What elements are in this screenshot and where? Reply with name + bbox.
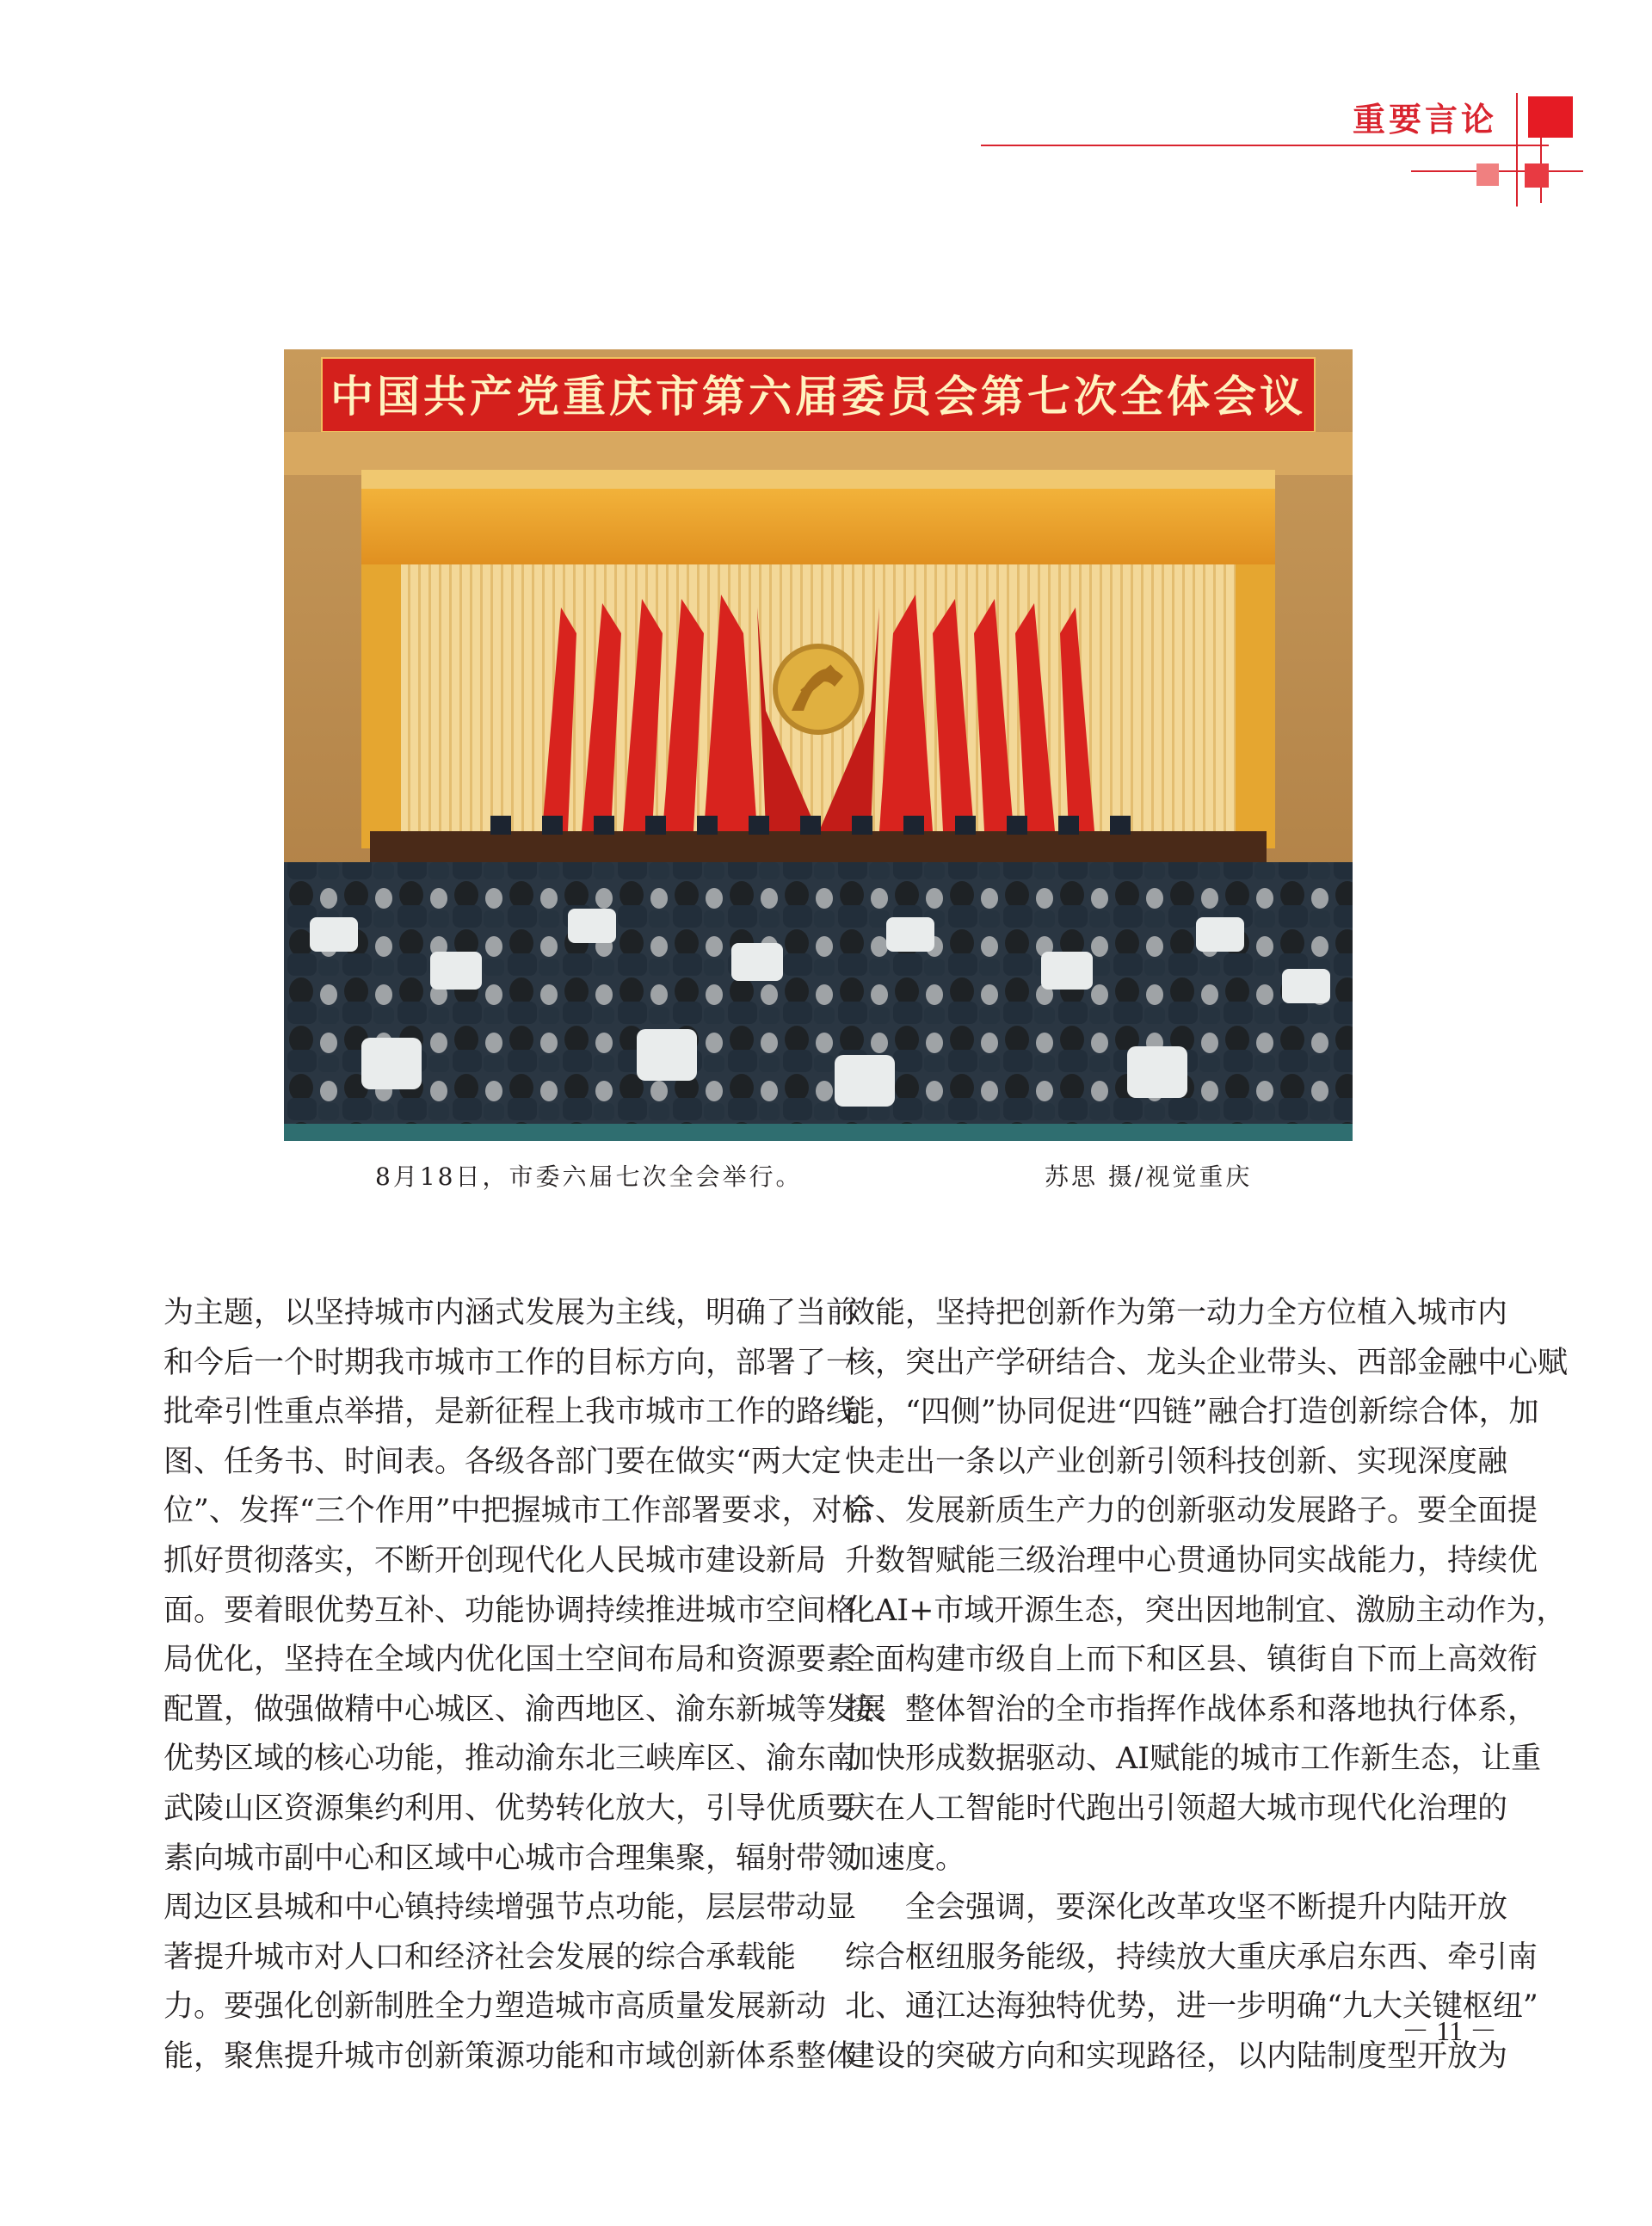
text-line: 加快形成数据驱动、AI赋能的城市工作新生态，让重: [845, 1742, 1542, 1777]
text-line: 能，聚焦提升城市创新策源功能和市域创新体系整体: [163, 2038, 857, 2074]
header-rule: [981, 145, 1549, 146]
text-line: 接、整体智治的全市指挥作战体系和落地执行体系，: [845, 1692, 1538, 1727]
text-line: 北、通江达海独特优势，进一步明确“九大关键枢纽”: [845, 1989, 1538, 2025]
text-line: 力。要强化创新制胜全力塑造城市高质量发展新动: [163, 1989, 827, 2025]
text-line: 化AI+市域开源生态，突出因地制宜、激励主动作为，: [845, 1593, 1567, 1628]
header-red-small-square: [1525, 163, 1549, 188]
text-line: 优势区域的核心功能，推动渝东北三峡库区、渝东南: [163, 1742, 857, 1777]
text-line: 升数智赋能三级治理中心贯通协同实战能力，持续优: [845, 1543, 1538, 1578]
text-line: 配置，做强做精中心城区、渝西地区、渝东新城等发展: [163, 1692, 887, 1727]
text-line: 局优化，坚持在全域内优化国土空间布局和资源要素: [163, 1643, 857, 1678]
text-line: 加速度。: [845, 1841, 966, 1876]
text-line: 建设的突破方向和实现路径，以内陆制度型开放为: [845, 2038, 1508, 2074]
text-line: 位”、发挥“三个作用”中把握城市工作部署要求，对标: [163, 1494, 872, 1529]
text-line: 抓好贯彻落实，不断开创现代化人民城市建设新局: [163, 1543, 827, 1578]
meeting-photo: [284, 349, 1353, 1141]
text-line: 著提升城市对人口和经济社会发展的综合承载能: [163, 1939, 797, 1975]
text-line: 能，“四侧”协同促进“四链”融合打造创新综合体，加: [845, 1395, 1539, 1430]
header-red-square: [1528, 96, 1573, 138]
header-vertical-rule: [1516, 93, 1518, 207]
photo-caption: 8月18日，市委六届七次全会举行。: [375, 1162, 803, 1191]
header-pink-square: [1476, 163, 1499, 186]
photo-credit: 苏思 摄/视觉重庆: [1045, 1162, 1253, 1191]
text-line: 和今后一个时期我市城市工作的目标方向，部署了一: [163, 1345, 857, 1380]
text-line: 全面构建市级自上而下和区县、镇街自下而上高效衔: [845, 1643, 1538, 1678]
text-line: 效能，坚持把创新作为第一动力全方位植入城市内: [845, 1296, 1508, 1330]
text-line: 核，突出产学研结合、龙头企业带头、西部金融中心赋: [845, 1345, 1569, 1380]
body-column-left: [163, 1289, 887, 2082]
meeting-banner-text: 中国共产党重庆市第六届委员会第七次全体会议: [330, 371, 1306, 422]
text-line: 庆在人工智能时代跑出引领超大城市现代化治理的: [845, 1791, 1508, 1826]
text-line: 图、任务书、时间表。各级各部门要在做实“两大定: [163, 1444, 841, 1479]
text-line: 为主题，以坚持城市内涵式发展为主线，明确了当前: [163, 1296, 857, 1330]
text-line: 周边区县城和中心镇持续增强节点功能，层层带动显: [163, 1890, 857, 1926]
text-line: 合、发展新质生产力的创新驱动发展路子。要全面提: [845, 1494, 1538, 1529]
text-line: 武陵山区资源集约利用、优势转化放大，引导优质要: [163, 1791, 857, 1826]
text-line: 素向城市副中心和区域中心城市合理集聚，辐射带领: [163, 1841, 857, 1876]
paragraph-first-line: 全会强调，要深化改革攻坚不断提升内陆开放: [905, 1890, 1508, 1926]
text-line: 综合枢纽服务能级，持续放大重庆承启东西、牵引南: [845, 1939, 1538, 1975]
text-line: 快走出一条以产业创新引领科技创新、实现深度融: [845, 1444, 1508, 1479]
section-title: 重要言论: [1352, 101, 1497, 139]
meeting-photo-illustration: [284, 349, 1353, 1141]
page-number: － 11 －: [1402, 2015, 1497, 2046]
text-line: 批牵引性重点举措，是新征程上我市城市工作的路线: [163, 1395, 857, 1430]
text-line: 面。要着眼优势互补、功能协调持续推进城市空间格: [163, 1593, 857, 1628]
body-column-right: [845, 1289, 1569, 2082]
